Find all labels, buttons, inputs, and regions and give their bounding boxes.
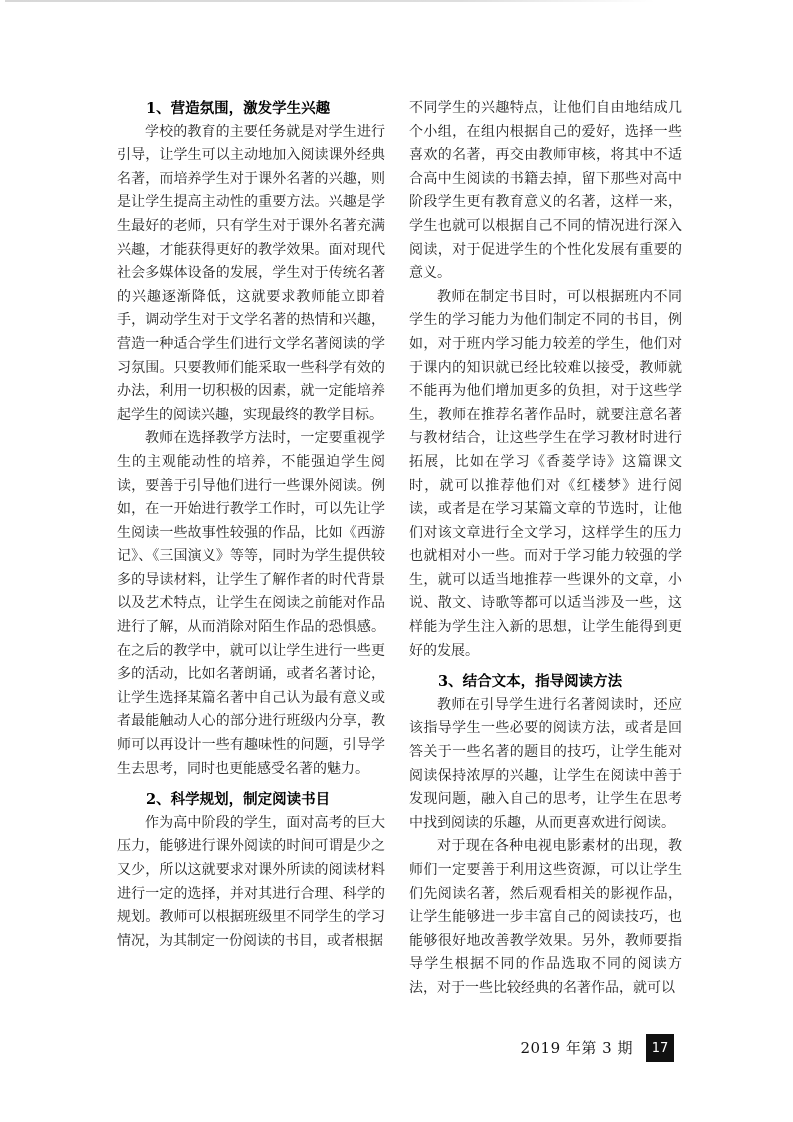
section-heading-1: 1、营造氛围，激发学生兴趣 bbox=[146, 100, 331, 117]
page-top-edge-line bbox=[5, 0, 655, 2]
section-heading-3: 3、结合文本，指导阅读方法 bbox=[438, 673, 623, 691]
right-column bbox=[409, 97, 682, 1001]
page-footer bbox=[520, 1034, 674, 1062]
article-body bbox=[117, 97, 682, 1001]
paragraph-planning-1-continuation: 不同学生的兴趣特点，让他们自由地结成几个小组，在组内根据自己的爱好，选择一些喜欢的名著，再交由教师审核，将其中不适合高中生阅读的书籍去掉，留下那些对高中阶段学生更有教育意义的名著，这样一来，学生也就可以根据自己不同的情况进行深入阅读，对于促进学生的个性化发展有重要的意义。 bbox=[409, 100, 682, 282]
paragraph-methods-1: 教师在引导学生进行名著阅读时，还应该指导学生一些必要的阅读方法，或者是回答关于一些名著的题目的技巧，让学生能对阅读保持浓厚的兴趣，让学生在阅读中善于发现问题，融入自己的思考，让学生在思考中找到阅读的乐趣，从而更喜欢进行阅读。 bbox=[409, 696, 682, 831]
paragraph-planning-2: 教师在制定书目时，可以根据班内不同学生的学习能力为他们制定不同的书目，例如，对于班内学习能力较差的学生，他们对于课内的知识就已经比较难以接受，教师就不能再为他们增加更多的负担，对于这些学生，教师在推荐名著作品时，就要注意名著与教材结合，让这些学生在学习教材时进行拓展，比如在学习《香菱学诗》这篇课文时，就可以推荐他们对《红楼梦》进行阅读，或者是在学习某篇文章的节选时，让他们对该文章进行全文学习，这样学生的压力也就相对小一些。而对于学习能力较强的学生，就可以适当地推荐一些课外的文章，小说、散文、诗歌等都可以适当涉及一些，这样能为学生注入新的思想，让学生能得到更好的发展。 bbox=[409, 288, 682, 659]
issue-label: 2019 年第 3 期 bbox=[520, 1039, 633, 1057]
paragraph-planning-1: 作为高中阶段的学生，面对高考的巨大压力，能够进行课外阅读的时间可谓是少之又少，所以这就要求对课外所读的阅读材料进行一定的选择，并对其进行合理、科学的规划。教师可以根据班级里不同学生的学习情况，为其制定一份阅读的书目，或者根据 bbox=[117, 814, 385, 949]
section-heading-2: 2、科学规划，制定阅读书目 bbox=[146, 791, 331, 809]
paragraph-atmosphere-2: 教师在选择教学方法时，一定要重视学生的主观能动性的培养，不能强迫学生阅读，要善于引导他们进行一些课外阅读。例如，在一开始进行教学工作时，可以先让学生阅读一些故事性较强的作品，比如《西游记》、《三国演义》等等，同时为学生提供较多的导读材料，让学生了解作者的时代背景以及艺术特点，让学生在阅读之前能对作品进行了解，从而消除对陌生作品的恐惧感。在之后的教学中，就可以让学生进行一些更多的活动，比如名著朗诵，或者名著讨论，让学生选择某篇名著中自己认为最有意义或者最能触动人心的部分进行班级内分享，教师可以再设计一些有趣味性的问题，引导学生去思考，同时也更能感受名著的魅力。 bbox=[117, 430, 385, 777]
paragraph-atmosphere-1: 学校的教育的主要任务就是对学生进行引导，让学生可以主动地加入阅读课外经典名著，而培养学生对于课外名著的兴趣，则是让学生提高主动性的重要方法。兴趣是学生最好的老师，只有学生对于课外名著充满兴趣，才能获得更好的教学效果。面对现代社会多媒体设备的发展，学生对于传统名著的兴趣逐渐降低，这就要求教师能立即着手，调动学生对于文学名著的热情和兴趣，营造一种适合学生们进行文学名著阅读的学习氛围。只要教师们能采取一些科学有效的办法，利用一切积极的因素，就一定能培养起学生的阅读兴趣，实现最终的教学目标。 bbox=[117, 123, 385, 423]
paragraph-methods-2: 对于现在各种电视电影素材的出现，教师们一定要善于利用这些资源，可以让学生们先阅读名著，然后观看相关的影视作品，让学生能够进一步丰富自己的阅读技巧，也能够很好地改善教学效果。另外，教师要指导学生根据不同的作品选取不同的阅读方法，对于一些比较经典的名著作品，就可以 bbox=[409, 838, 682, 996]
page-number-badge: 17 bbox=[646, 1034, 674, 1062]
left-column bbox=[117, 97, 385, 1001]
